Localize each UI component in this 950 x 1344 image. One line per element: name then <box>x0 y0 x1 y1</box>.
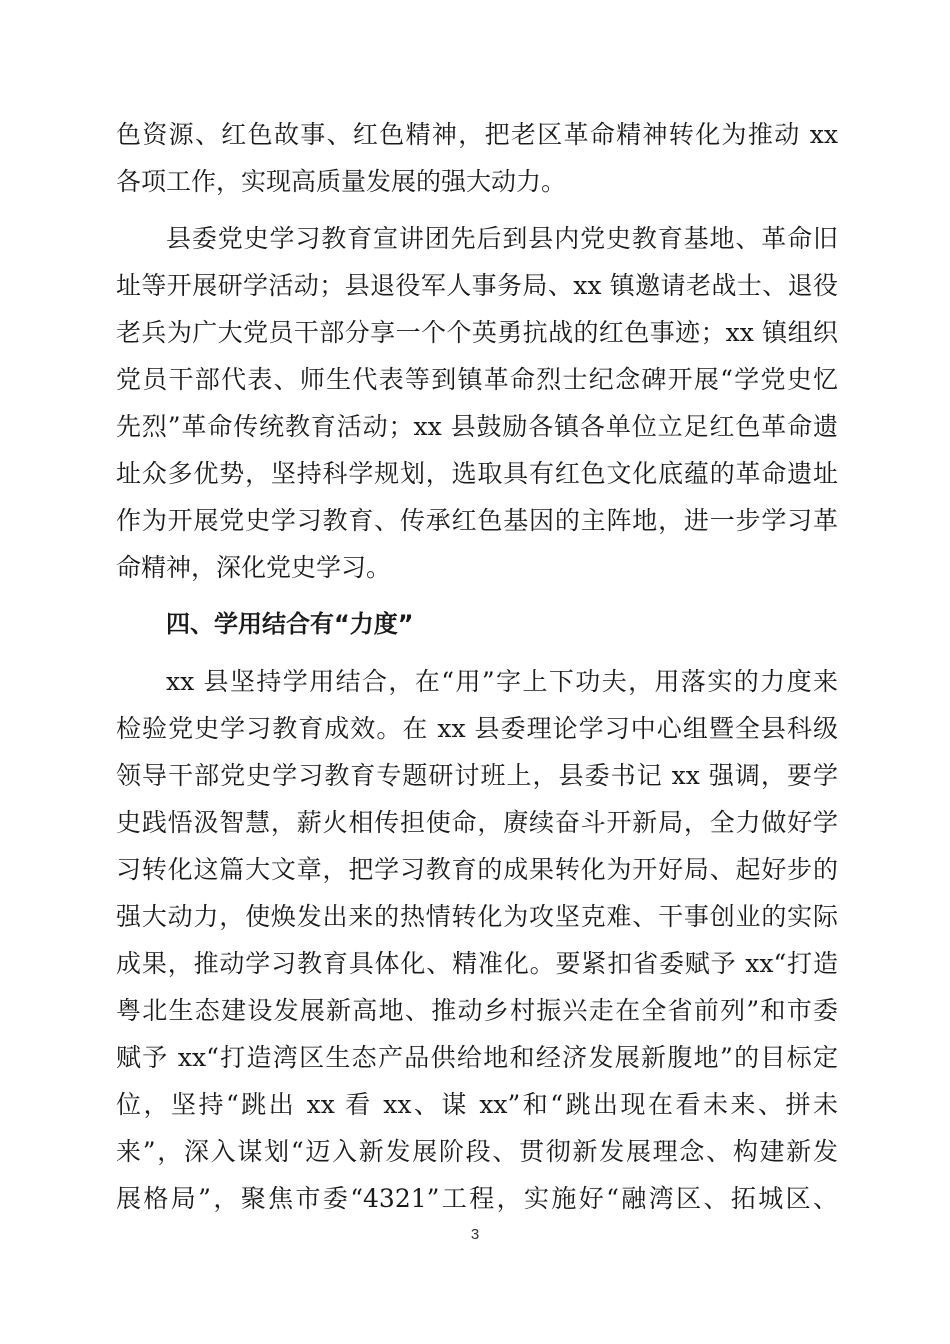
text-line: 展格局”，聚焦市委“4321”工程，实施好“融湾区、拓城区、 <box>116 1184 838 1213</box>
text-line: 址众多优势，坚持科学规划，选取具有红色文化底蕴的革命遗址 <box>116 459 838 488</box>
paragraph-1 <box>116 111 838 205</box>
text-line: 老兵为广大党员干部分享一个个英勇抗战的红色事迹；xx 镇组织 <box>116 318 838 347</box>
text-line: 赋予 xx“打造湾区生态产品供给地和经济发展新腹地”的目标定 <box>116 1043 838 1072</box>
text-line: 习转化这篇大文章，把学习教育的成果转化为开好局、起好步的 <box>116 855 838 884</box>
document-body <box>116 111 838 1222</box>
text-line: 址等开展研学活动；县退役军人事务局、xx 镇邀请老战士、退役 <box>116 271 838 300</box>
text-line: 各项工作，实现高质量发展的强大动力。 <box>116 167 567 196</box>
paragraph-3 <box>116 658 838 1222</box>
text-line: 成果，推动学习教育具体化、精准化。要紧扣省委赋予 xx“打造 <box>116 949 838 978</box>
section-heading: 四、学用结合有“力度” <box>166 610 414 638</box>
text-line: 党员干部代表、师生代表等到镇革命烈士纪念碑开展“学党史忆 <box>116 365 838 394</box>
text-line: 检验党史学习教育成效。在 xx 县委理论学习中心组暨全县科级 <box>116 714 838 743</box>
paragraph-2 <box>116 215 838 591</box>
text-line: 县委党史学习教育宣讲团先后到县内党史教育基地、革命旧 <box>166 224 838 253</box>
text-line: 作为开展党史学习教育、传承红色基因的主阵地，进一步学习革 <box>116 506 838 535</box>
page-number: 3 <box>470 1226 480 1243</box>
text-line: 史践悟汲智慧，薪火相传担使命，赓续奋斗开新局，全力做好学 <box>116 808 838 837</box>
text-line: 命精神，深化党史学习。 <box>116 553 392 582</box>
text-line: 来”，深入谋划“迈入新发展阶段、贯彻新发展理念、构建新发 <box>116 1137 838 1166</box>
text-line: 色资源、红色故事、红色精神，把老区革命精神转化为推动 xx <box>116 120 838 149</box>
text-line: 强大动力，使焕发出来的热情转化为攻坚克难、干事创业的实际 <box>116 902 838 931</box>
text-line: xx 县坚持学用结合，在“用”字上下功夫，用落实的力度来 <box>166 667 838 696</box>
text-line: 位，坚持“跳出 xx 看 xx、谋 xx”和“跳出现在看未来、拼未 <box>116 1090 838 1119</box>
text-line: 粤北生态建设发展新高地、推动乡村振兴走在全省前列”和市委 <box>116 996 838 1025</box>
text-line: 先烈”革命传统教育活动；xx 县鼓励各镇各单位立足红色革命遗 <box>116 412 838 441</box>
text-line: 领导干部党史学习教育专题研讨班上，县委书记 xx 强调，要学 <box>116 761 838 790</box>
